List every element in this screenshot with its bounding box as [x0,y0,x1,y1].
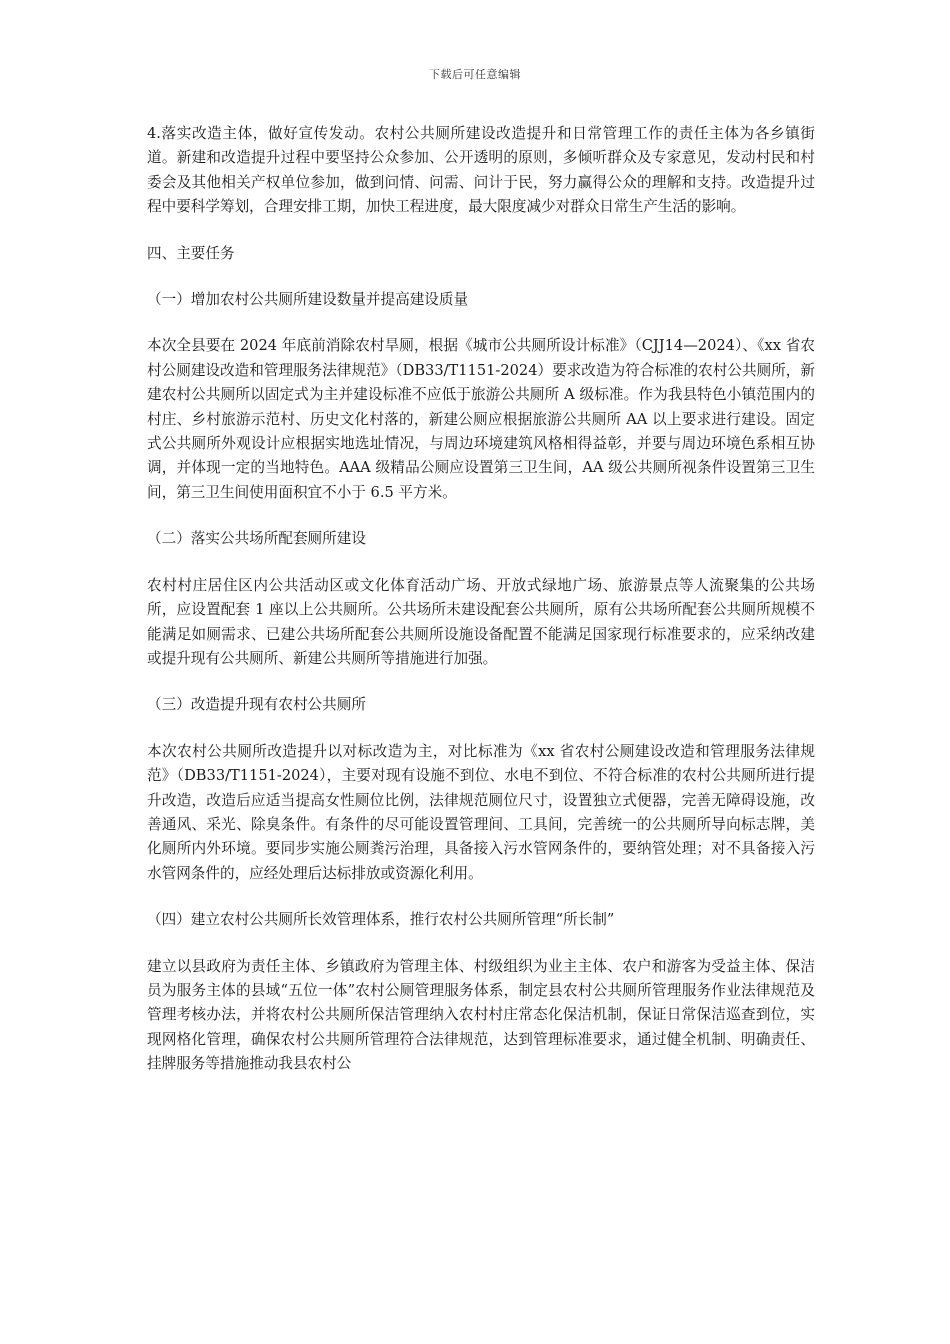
paragraph-4-management: 建立以县政府为责任主体、乡镇政府为管理主体、村级组织为业主主体、农户和游客为受益主体、保洁员为服务主体的县域“五位一体”农村公厕管理服务体系，制定县农村公共厕所管理服务作业法律规范及管理考核办法，并将农村公共厕所保洁管理纳入农村村庄常态化保洁机制，保证日常保洁巡查到位，实现网格化管理，确保农村公共厕所管理符合法律规范，达到管理标准要求，通过健全机制、明确责任、挂牌服务等措施推动我县农村公 [147,957,815,1073]
header-note: 下载后可任意编辑 [429,68,521,81]
paragraph-4-publicity: 4.落实改造主体，做好宣传发动。农村公共厕所建设改造提升和日常管理工作的责任主体为各乡镇街道。新建和改造提升过程中要坚持公众参加、公开透明的原则，多倾听群众及专家意见，发动村民和村委会及其他相关产权单位参加，做到问情、问需、问计于民，努力赢得公众的理解和支持。改造提升过程中要科学筹划，合理安排工期，加快工程进度，最大限度减少对群众日常生产生活的影响。 [147,125,815,216]
subheading-3: （三）改造提升现有农村公共厕所 [147,696,366,714]
paragraph-3-renovation: 本次农村公共厕所改造提升以对标改造为主，对比标准为《xx 省农村公厕建设改造和管理服务法律规范》（DB33/T1151-2024），主要对现有设施不到位、水电不到位、不符合标准的农村公共厕所进行提升改造，改造后应适当提高女性厕位比例，法律规范厕位尺寸，设置独立式便器，完善无障碍设施，改善通风、采光、除臭条件。有条件的尽可能设置管理间、工具间，完善统一的公共厕所导向标志牌，美化厕所内外环境。要同步实施公厕粪污治理，具备接入污水管网条件的，要纳管处理；对不具备接入污水管网条件的，应经处理后达标排放或资源化利用。 [147,742,815,882]
paragraph-1-construction: 本次全县要在 2024 年底前消除农村旱厕，根据《城市公共厕所设计标准》（CJJ14—2024）、《xx 省农村公厕建设改造和管理服务法律规范》（DB33/T1151-2024）要求改造为符合标准的农村公共厕所，新建农村公共厕所以固定式为主并建设标准不应低于旅游公共厕所 A 级标准。作为我县特色小镇范围内的村庄、乡村旅游示范村、历史文化村落的，新建公厕应根据旅游公共厕所 AA 以上要求进行建设。固定式公共厕所外观设计应根据实地选址情况，与周边环境建筑风格相得益彰，并要与周边环境色系相互协调，并体现一定的当地特色。AAA 级精品公厕应设置第三卫生间，AA 级公共厕所视条件设置第三卫生间，第三卫生间使用面积宜不小于 6.5 平方米。 [147,337,815,501]
subheading-2: （二）落实公共场所配套厕所建设 [147,530,366,548]
subheading-1: （一）增加农村公共厕所建设数量并提高建设质量 [147,291,469,309]
subheading-4: （四）建立农村公共厕所长效管理体系，推行农村公共厕所管理“所长制” [147,911,615,929]
section-heading-main-tasks: 四、主要任务 [147,244,235,262]
document-body [147,122,815,1099]
paragraph-2-public-places: 农村村庄居住区内公共活动区或文化体育活动广场、开放式绿地广场、旅游景点等人流聚集的公共场所，应设置配套 1 座以上公共厕所。公共场所未建设配套公共厕所，原有公共场所配套公共厕所规模不能满足如厕需求、已建公共场所配套公共厕所设施设备配置不能满足国家现行标准要求的，应采纳改建或提升现有公共厕所、新建公共厕所等措施进行加强。 [147,576,815,667]
